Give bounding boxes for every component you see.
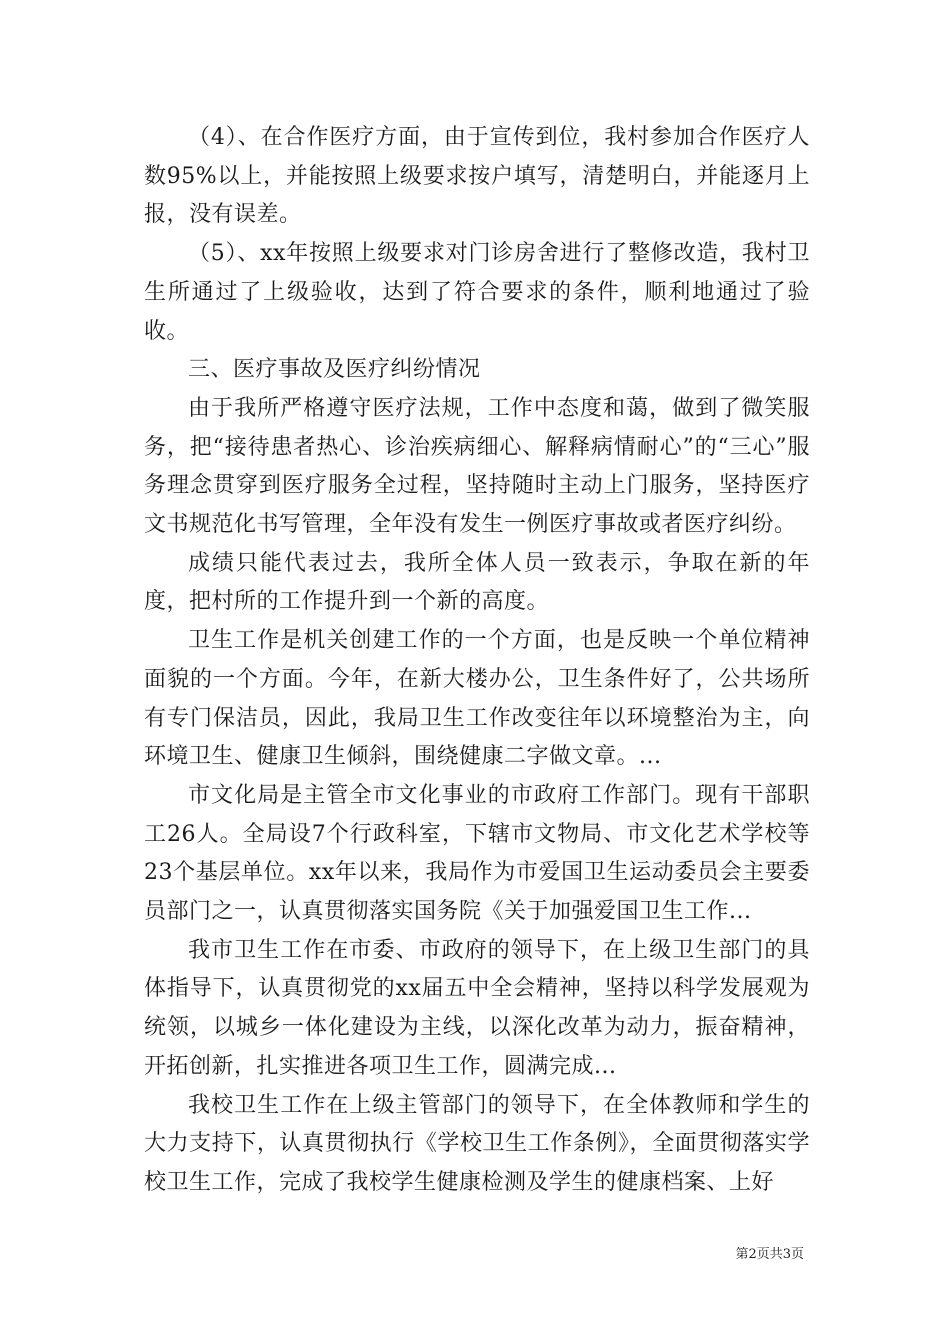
paragraph-school-health-work: 我校卫生工作在上级主管部门的领导下，在全体教师和学生的大力支持下，认真贯彻执行《学校卫生工作条例》，全面贯彻落实学校卫生工作，完成了我校学生健康检测及学生的健康档案、上好 xyxy=(144,1092,810,1195)
document-body xyxy=(144,119,810,1203)
paragraph-item-5-clinic-renovation: （5）、xx年按照上级要求对门诊房舍进行了整修改造，我村卫生所通过了上级验收，达到了符合要求的条件，顺利地通过了验收。 xyxy=(144,241,810,344)
paragraph-culture-bureau: 市文化局是主管全市文化事业的市政府工作部门。现有干部职工26人。全局设7个行政科室，下辖市文物局、市文化艺术学校等23个基层单位。xx年以来，我局作为市爱国卫生运动委员会主要委员部门之一，认真贯彻落实国务院《关于加强爱国卫生工作... xyxy=(144,782,810,925)
section-heading-medical-incidents: 三、医疗事故及医疗纠纷情况 xyxy=(188,357,481,383)
paragraph-achievements: 成绩只能代表过去，我所全体人员一致表示，争取在新的年度，把村所的工作提升到一个新的高度。 xyxy=(144,550,810,615)
paragraph-city-health-work: 我市卫生工作在市委、市政府的领导下，在上级卫生部门的具体指导下，认真贯彻党的xx届五中全会精神，坚持以科学发展观为统领，以城乡一体化建设为主线，以深化改革为动力，振奋精神，开拓创新，扎实推进各项卫生工作，圆满完成... xyxy=(144,937,810,1079)
paragraph-medical-service: 由于我所严格遵守医疗法规，工作中态度和蔼，做到了微笑服务，把“接待患者热心、诊治疾病细心、解释病情耐心”的“三心”服务理念贯穿到医疗服务全过程，坚持随时主动上门服务，坚持医疗文书规范化书写管理，全年没有发生一例医疗事故或者医疗纠纷。 xyxy=(144,395,810,538)
page-number-footer: 第2页共3页 xyxy=(735,1247,804,1262)
paragraph-item-4-cooperative-medical: （4）、在合作医疗方面，由于宣传到位，我村参加合作医疗人数95%以上，并能按照上级要求按户填写，清楚明白，并能逐月上报，没有误差。 xyxy=(144,125,810,228)
paragraph-office-hygiene: 卫生工作是机关创建工作的一个方面，也是反映一个单位精神面貌的一个方面。今年，在新大楼办公，卫生条件好了，公共场所有专门保洁员，因此，我局卫生工作改变往年以环境整治为主，向环境卫生、健康卫生倾斜，围绕健康二字做文章。... xyxy=(144,628,810,770)
